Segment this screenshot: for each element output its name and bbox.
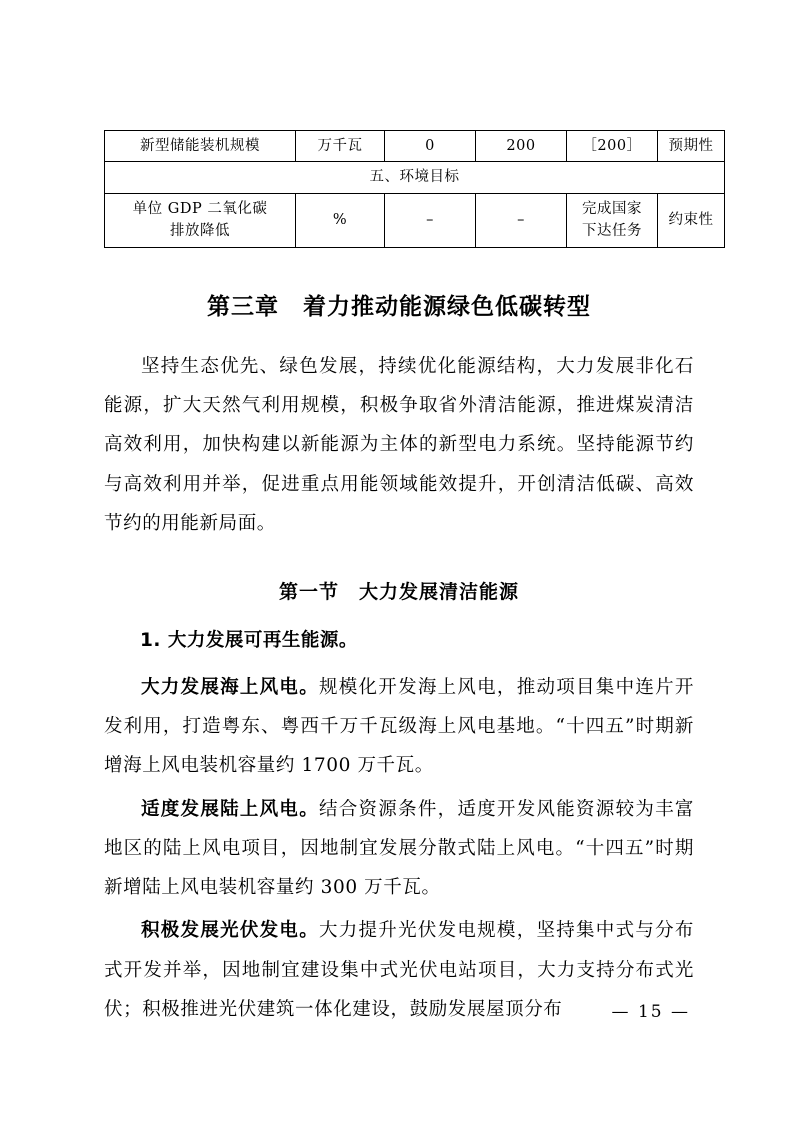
paragraph-lead: 适度发展陆上风电。 [141, 798, 319, 820]
paragraph-photovoltaic [104, 911, 694, 1029]
table-section-label: 五、环境目标 [105, 162, 725, 193]
page-content [104, 130, 714, 1033]
table-row [105, 193, 725, 247]
page-number: — 15 — [611, 1002, 690, 1022]
paragraph-text: 规模化开发海上风电，推动项目集中连片开发利用，打造粤东、粤西千万千瓦级海上风电基地。“十四五”时期新增海上风电装机容量约 1700 万千瓦。 [104, 676, 694, 777]
paragraph-lead: 大力发展海上风电。 [141, 676, 319, 698]
paragraph-text: 结合资源条件，适度开发风能资源较为丰富地区的陆上风电项目，因地制宜发展分散式陆上风电。“十四五”时期新增陆上风电装机容量约 300 万千瓦。 [104, 798, 694, 899]
paragraph-text: 大力提升光伏发电规模，坚持集中式与分布式开发并举，因地制宜建设集中式光伏电站项目，大力支持分布式光伏；积极推进光伏建筑一体化建设，鼓励发展屋顶分布 [104, 920, 694, 1020]
indicator-table [104, 130, 725, 248]
paragraph-lead: 积极发展光伏发电。 [141, 920, 319, 942]
indicator-unit: 万千瓦 [296, 131, 385, 162]
chapter-intro-paragraph: 坚持生态优先、绿色发展，持续优化能源结构，大力发展非化石能源，扩大天然气利用规模，积极争取省外清洁能源，推进煤炭清洁高效利用，加快构建以新能源为主体的新型电力系统。坚持能源节约与高效利用并举，促进重点用能领域能效提升，开创清洁低碳、高效节约的用能新局面。 [104, 355, 694, 534]
chapter-title: 第三章 着力推动能源绿色低碳转型 [207, 293, 591, 320]
indicator-value-1: 0 [385, 131, 476, 162]
indicator-name [105, 193, 296, 247]
indicator-value-3-line2: 下达任务 [582, 223, 642, 240]
indicator-name: 新型储能装机规模 [105, 131, 296, 162]
section-title: 第一节 大力发展清洁能源 [278, 580, 519, 603]
indicator-attribute: 预期性 [658, 131, 725, 162]
paragraph-offshore-wind [104, 668, 694, 786]
indicator-value-3-line1: 完成国家 [582, 200, 642, 217]
table-row [105, 131, 725, 162]
indicator-value-1: – [385, 193, 476, 247]
indicator-value-3: ［200］ [567, 131, 658, 162]
paragraph-onshore-wind [104, 790, 694, 908]
indicator-name-line1: 单位 GDP 二氧化碳 [132, 200, 268, 217]
section-item-heading: 1. 大力发展可再生能源。 [140, 629, 358, 651]
indicator-value-2: – [476, 193, 567, 247]
indicator-value-2: 200 [476, 131, 567, 162]
indicator-attribute: 约束性 [658, 193, 725, 247]
indicator-name-line2: 排放降低 [170, 223, 230, 240]
indicator-unit: % [296, 193, 385, 247]
table-section-row [105, 162, 725, 193]
indicator-value-3 [567, 193, 658, 247]
